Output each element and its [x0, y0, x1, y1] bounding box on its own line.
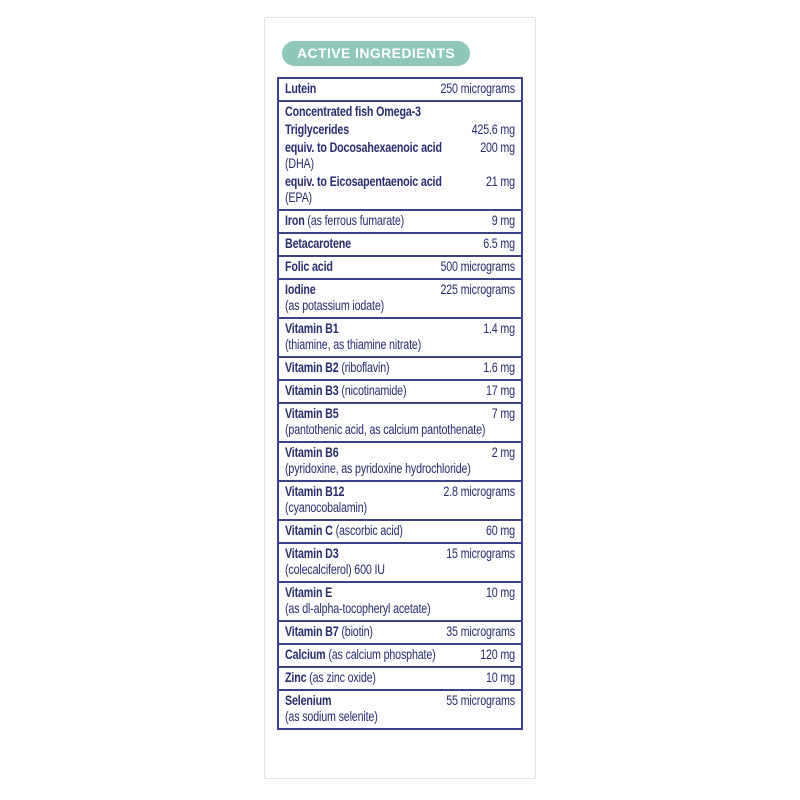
- ingredient-entry: [285, 670, 515, 686]
- row-content: [285, 104, 515, 206]
- ingredient-name: Concentrated fish Omega-3: [285, 104, 421, 119]
- row-content: [285, 282, 515, 314]
- table-row: [279, 480, 521, 519]
- ingredient-amount: 6.5 mg: [483, 236, 515, 251]
- active-ingredients-badge: ACTIVE INGREDIENTS: [282, 41, 470, 66]
- row-content: [285, 406, 515, 438]
- ingredient-entry: [285, 383, 515, 399]
- ingredient-amount: 2.8 micrograms: [443, 484, 515, 499]
- ingredient-amount: 55 micrograms: [446, 693, 515, 708]
- ingredient-detail: (pyridoxine, as pyridoxine hydrochloride): [285, 461, 471, 476]
- ingredient-amount: 35 micrograms: [446, 624, 515, 639]
- ingredient-name: Vitamin E: [285, 585, 333, 600]
- ingredient-name: Vitamin B7: [285, 624, 339, 639]
- ingredient-name: Vitamin B2: [285, 360, 339, 375]
- row-content: [285, 321, 515, 353]
- ingredient-name: Vitamin B1: [285, 321, 339, 336]
- ingredient-amount: 7 mg: [491, 406, 515, 421]
- row-content: [285, 624, 515, 640]
- row-content: [285, 360, 515, 376]
- ingredient-entry: [285, 445, 515, 477]
- row-content: [285, 213, 515, 229]
- ingredient-detail: (as ferrous fumarate): [304, 213, 405, 228]
- ingredient-detail: (thiamine, as thiamine nitrate): [285, 337, 422, 352]
- ingredient-entry: [285, 546, 515, 578]
- ingredient-name: Vitamin B12: [285, 484, 345, 499]
- ingredient-detail: (riboflavin): [338, 360, 390, 375]
- ingredient-name: equiv. to Eicosapentaenoic acid: [285, 174, 442, 189]
- ingredient-entry: [285, 213, 515, 229]
- table-row: [279, 402, 521, 441]
- ingredient-amount: 9 mg: [491, 213, 515, 228]
- ingredient-entry: [285, 236, 515, 252]
- row-content: [285, 670, 515, 686]
- row-content: [285, 81, 515, 97]
- ingredient-entry: [285, 624, 515, 640]
- ingredient-amount: 250 micrograms: [440, 81, 515, 96]
- table-row: [279, 379, 521, 402]
- table-row: [279, 232, 521, 255]
- ingredient-detail: (colecalciferol) 600 IU: [285, 562, 385, 577]
- table-row: [279, 255, 521, 278]
- ingredient-detail: (DHA): [285, 156, 314, 171]
- ingredient-name: Vitamin C: [285, 523, 333, 538]
- ingredient-entry: [285, 523, 515, 539]
- table-row: [279, 689, 521, 728]
- ingredient-name: equiv. to Docosahexaenoic acid: [285, 140, 442, 155]
- table-row: [279, 581, 521, 620]
- table-row: [279, 519, 521, 542]
- row-content: [285, 383, 515, 399]
- ingredient-entry: [285, 585, 515, 617]
- ingredient-detail: (biotin): [338, 624, 373, 639]
- ingredients-table: [277, 77, 523, 730]
- ingredient-detail: (cyanocobalamin): [285, 500, 367, 515]
- ingredient-name: Betacarotene: [285, 236, 351, 251]
- row-content: [285, 546, 515, 578]
- ingredient-entry: [285, 122, 515, 138]
- ingredient-amount: 1.4 mg: [483, 321, 515, 336]
- row-content: [285, 236, 515, 252]
- row-content: [285, 445, 515, 477]
- ingredient-entry: [285, 484, 515, 516]
- ingredient-detail: (as potassium iodate): [285, 298, 385, 313]
- label-panel: [264, 17, 536, 779]
- ingredient-detail: (as sodium selenite): [285, 709, 378, 724]
- row-content: [285, 484, 515, 516]
- ingredient-name: Iodine: [285, 282, 316, 297]
- ingredient-detail: (EPA): [285, 190, 312, 205]
- ingredient-amount: 425.6 mg: [471, 122, 515, 137]
- ingredient-detail: (as dl-alpha-tocopheryl acetate): [285, 601, 431, 616]
- ingredient-detail: (ascorbic acid): [332, 523, 403, 538]
- table-row: [279, 278, 521, 317]
- ingredient-entry: [285, 259, 515, 275]
- ingredient-amount: 17 mg: [486, 383, 515, 398]
- ingredient-name: Zinc: [285, 670, 307, 685]
- ingredient-entry: [285, 140, 515, 172]
- ingredient-name: Calcium: [285, 647, 326, 662]
- ingredient-amount: 200 mg: [480, 140, 515, 155]
- table-row: [279, 356, 521, 379]
- ingredient-amount: 1.6 mg: [483, 360, 515, 375]
- ingredient-entry: [285, 104, 515, 120]
- table-row: [279, 441, 521, 480]
- ingredient-name: Vitamin D3: [285, 546, 339, 561]
- ingredient-entry: [285, 647, 515, 663]
- row-content: [285, 585, 515, 617]
- table-row: [279, 643, 521, 666]
- ingredient-amount: 60 mg: [486, 523, 515, 538]
- table-row: [279, 209, 521, 232]
- row-content: [285, 523, 515, 539]
- table-row: [279, 79, 521, 100]
- ingredient-entry: [285, 282, 515, 314]
- ingredient-detail: (as calcium phosphate): [325, 647, 436, 662]
- ingredient-name: Vitamin B3: [285, 383, 339, 398]
- ingredient-detail: (pantothenic acid, as calcium pantothenate): [285, 422, 486, 437]
- ingredient-name: Folic acid: [285, 259, 333, 274]
- table-row: [279, 542, 521, 581]
- row-content: [285, 693, 515, 725]
- ingredient-name: Vitamin B6: [285, 445, 339, 460]
- ingredient-name: Selenium: [285, 693, 332, 708]
- ingredient-amount: 225 micrograms: [440, 282, 515, 297]
- ingredient-amount: 10 mg: [486, 670, 515, 685]
- ingredient-name: Lutein: [285, 81, 317, 96]
- row-content: [285, 259, 515, 275]
- ingredient-detail: (nicotinamide): [338, 383, 407, 398]
- ingredient-name: Triglycerides: [285, 122, 349, 137]
- table-row: [279, 100, 521, 209]
- ingredient-detail: (as zinc oxide): [306, 670, 376, 685]
- table-row: [279, 666, 521, 689]
- ingredient-entry: [285, 321, 515, 353]
- row-content: [285, 647, 515, 663]
- ingredient-entry: [285, 81, 515, 97]
- ingredient-entry: [285, 174, 515, 206]
- ingredient-entry: [285, 406, 515, 438]
- ingredient-amount: 2 mg: [491, 445, 515, 460]
- ingredient-amount: 500 micrograms: [440, 259, 515, 274]
- ingredient-amount: 15 micrograms: [446, 546, 515, 561]
- ingredient-name: Vitamin B5: [285, 406, 339, 421]
- ingredient-entry: [285, 693, 515, 725]
- ingredient-amount: 21 mg: [486, 174, 515, 189]
- ingredient-name: Iron: [285, 213, 305, 228]
- ingredient-amount: 10 mg: [486, 585, 515, 600]
- ingredient-amount: 120 mg: [480, 647, 515, 662]
- ingredient-entry: [285, 360, 515, 376]
- table-row: [279, 620, 521, 643]
- table-row: [279, 317, 521, 356]
